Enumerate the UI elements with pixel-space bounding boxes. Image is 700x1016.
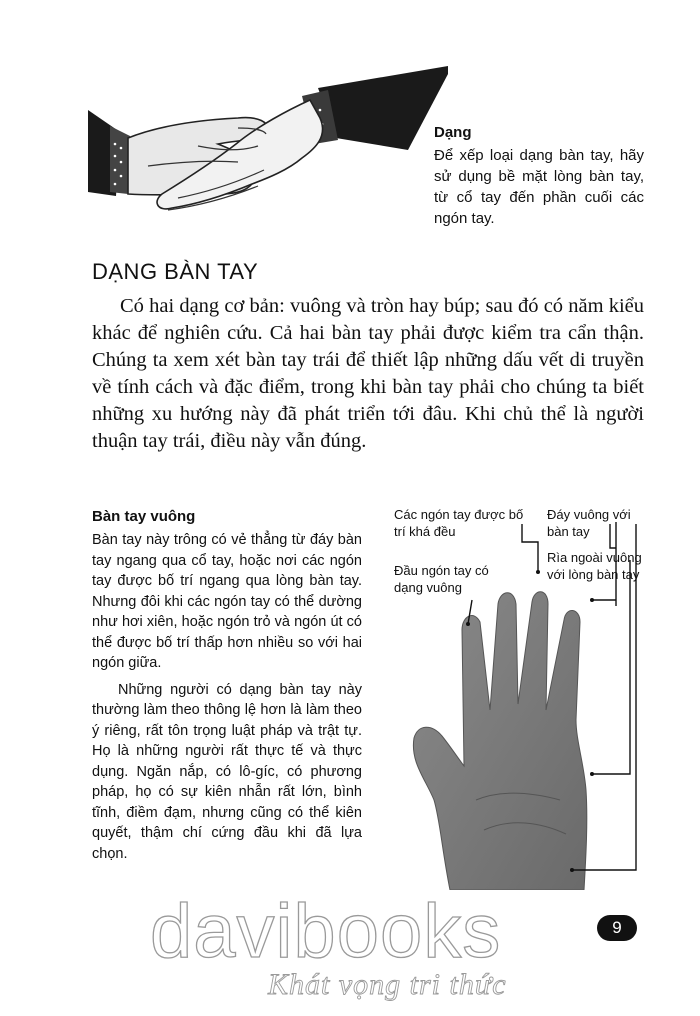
subsection-title: Bàn tay vuông xyxy=(92,508,196,525)
intro-paragraph: Có hai dạng cơ bản: vuông và tròn hay búp; sau đó có năm kiểu khác để nghiên cứu. Cả hai bàn tay phải được kiểm tra cẩn thận. Chúng ta xem xét bàn tay trái để thiết lập những dấu vết di truyền về tính cách và đặc điểm, trong khi bàn tay phải cho chúng ta biết những xu hướng này đã phát triển tới đâu. Khi chủ thể là người thuận tay trái, điều này vẫn đúng. xyxy=(92,295,644,452)
caption-title: Dạng xyxy=(434,124,472,141)
watermark-tagline: Khát vọng tri thức xyxy=(268,968,507,1001)
body-paragraph-1: Bàn tay này trông có vẻ thẳng từ đáy bàn tay ngang qua cổ tay, hoặc nơi các ngón tay được bố trí ngang qua lòng bàn tay. Nhưng đôi khi các ngón tay có thể dường như hơi xiên, hoặc ngón trỏ và ngón út có thể được bố trí thấp hơn nhiều so với hai ngón giữa. xyxy=(92,532,362,671)
page-number-badge: 9 xyxy=(597,915,637,941)
label-square-outer-edge: Rìa ngoài vuông với lòng bàn tay xyxy=(547,550,642,582)
caption-body: Để xếp loại dạng bàn tay, hãy sử dụng bề mặt lòng bàn tay, từ cổ tay đến phần cuối các ngón tay. xyxy=(434,147,644,227)
illustration-caption xyxy=(434,122,644,229)
watermark-logo: davibooks xyxy=(150,889,502,974)
label-fingers-spread: Các ngón tay được bố trí khá đều xyxy=(394,507,524,539)
clasped-hands-illustration xyxy=(88,66,448,236)
label-square-fingertips: Đầu ngón tay có dạng vuông xyxy=(394,563,489,595)
body-paragraph-2: Những người có dạng bàn tay này thường làm theo thông lệ hơn là làm theo ý riêng, rất tôn trọng luật pháp và trật tự. Họ là những người rất thực tế và thực dụng. Ngăn nắp, có lô-gíc, có phương pháp, họ có sự kiên nhẫn rất lớn, bình tĩnh, điềm đạm, nhưng cũng có thể kiên quyết, thậm chí cứng đầu khi đã lựa chọn. xyxy=(92,681,362,862)
subsection-body xyxy=(92,530,362,870)
section-heading: DẠNG BÀN TAY xyxy=(92,259,259,284)
label-square-base: Đáy vuông với bàn tay xyxy=(547,507,631,539)
